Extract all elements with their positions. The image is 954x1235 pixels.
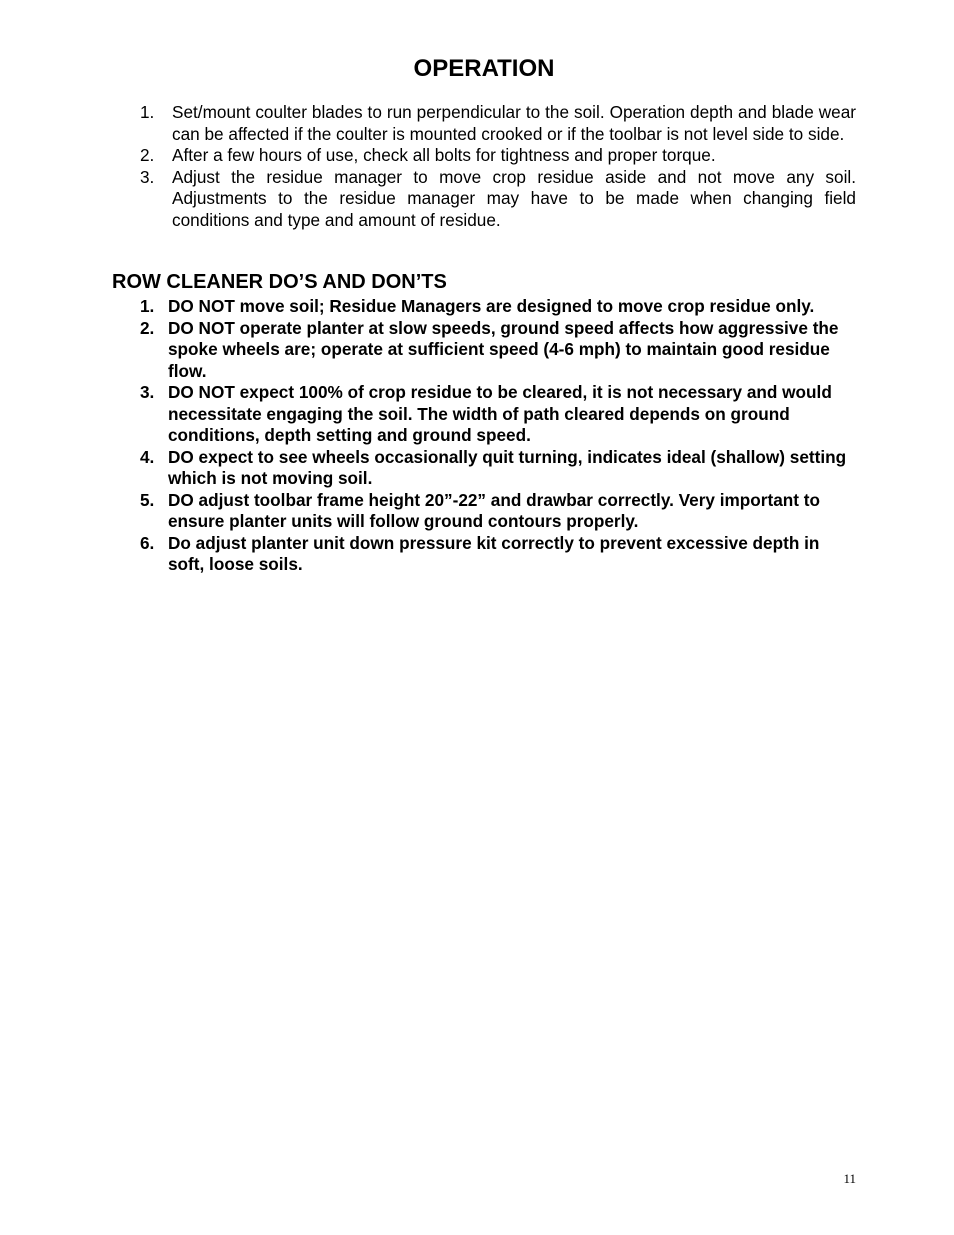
item-number: 6. [140,532,155,553]
item-text: DO NOT move soil; Residue Managers are designed to move crop residue only. [168,296,815,316]
step-number: 1. [140,102,155,122]
item-number: 5. [140,489,155,510]
item-number: 2. [140,317,155,338]
page-title: OPERATION [413,55,555,82]
row-cleaner-item [140,490,860,533]
item-text: DO NOT expect 100% of crop residue to be cleared, it is not necessary and would necessitate engaging the soil. The width of path cleared depends on ground conditions, depth setting and ground speed. [168,382,832,445]
item-number: 3. [140,382,155,402]
step-number: 3. [140,166,155,187]
row-cleaner-item [140,382,860,447]
step-text: Adjust the residue manager to move crop residue aside and not move any soil. Adjustments to the residue manager may have to be made when changing field conditions and type and amount of residue. [172,166,856,230]
row-cleaner-item [140,447,860,490]
item-text: DO NOT operate planter at slow speeds, ground speed affects how aggressive the spoke wheels are; operate at sufficient speed (4-6 mph) to maintain good residue flow. [168,317,839,381]
step-number: 2. [140,145,155,165]
item-text: Do adjust planter unit down pressure kit correctly to prevent excessive depth in soft, loose soils. [168,532,820,574]
step-text: After a few hours of use, check all bolts for tightness and proper torque. [172,145,716,165]
operation-step [140,167,856,232]
page-number: 11 [843,1171,856,1186]
operation-step [140,102,856,145]
row-cleaner-list [140,296,860,576]
row-cleaner-item [140,533,860,576]
operation-steps-list [140,102,856,231]
item-text: DO expect to see wheels occasionally quit turning, indicates ideal (shallow) setting which is not moving soil. [168,446,847,488]
step-text: Set/mount coulter blades to run perpendicular to the soil. Operation depth and blade wear can be affected if the coulter is mounted crooked or if the toolbar is not level side to side. [172,102,856,144]
operation-step [140,145,856,167]
row-cleaner-item [140,318,860,383]
row-cleaner-item [140,296,860,318]
item-number: 4. [140,446,155,467]
item-number: 1. [140,296,155,316]
row-cleaner-heading: ROW CLEANER DO’S AND DON’TS [112,271,447,293]
item-text: DO adjust toolbar frame height 20”-22” and drawbar correctly. Very important to ensure planter units will follow ground contours properly. [168,489,820,531]
